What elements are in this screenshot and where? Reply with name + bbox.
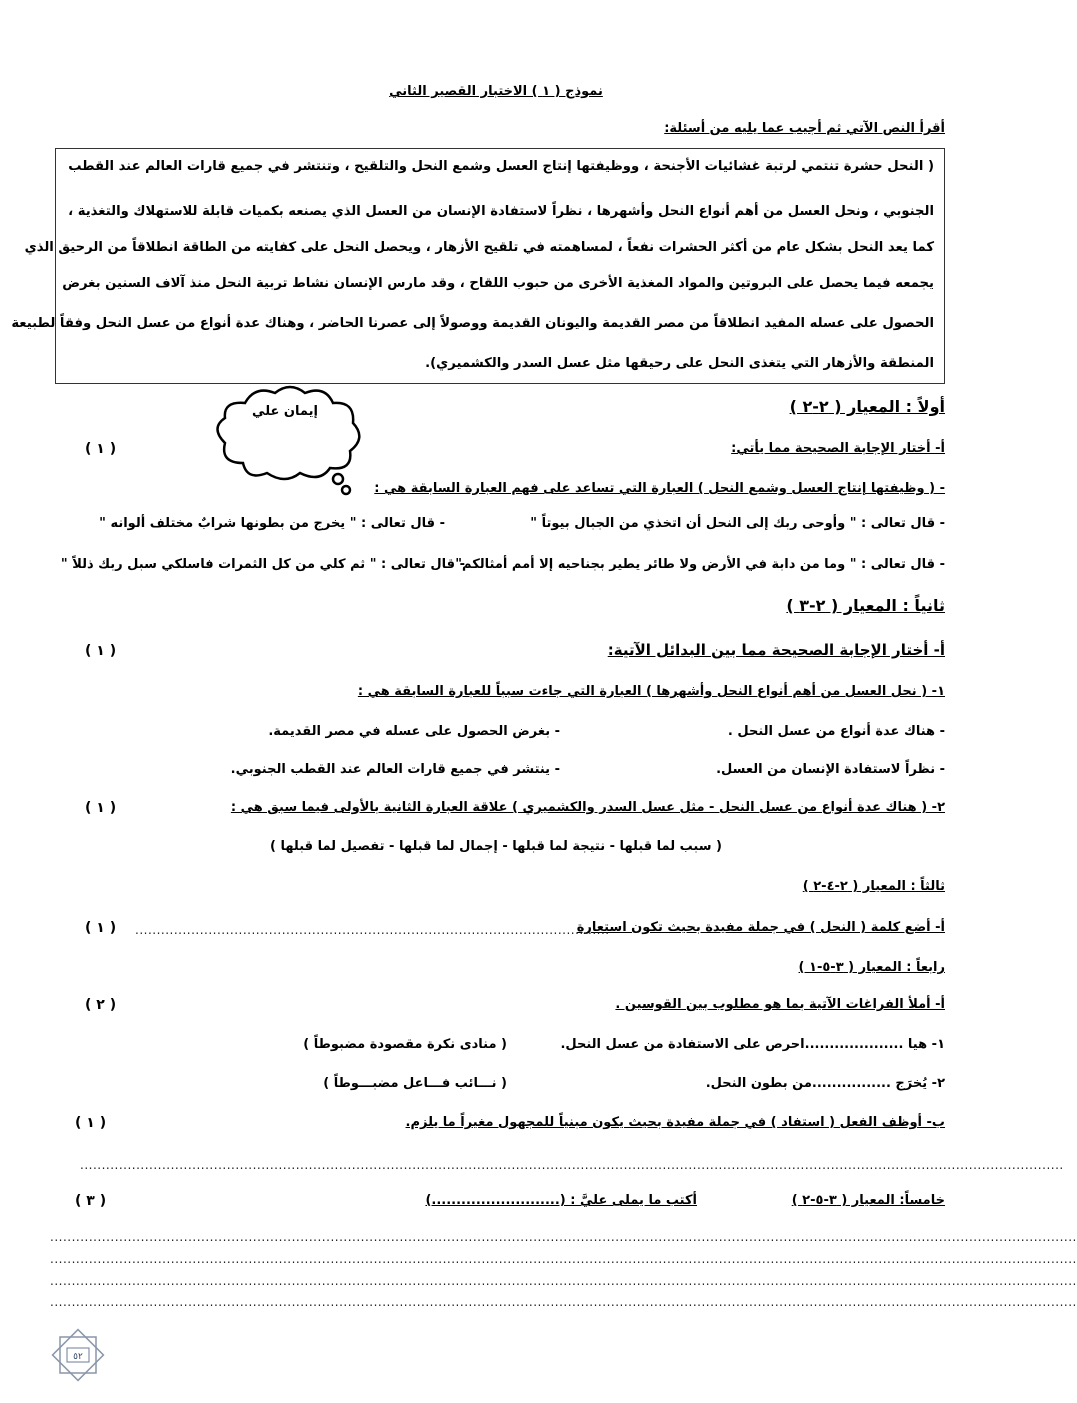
option[interactable]: - قال تعالى : " يخرج من بطونها شرابٌ مختلف ألوانه " bbox=[99, 516, 445, 531]
section2-heading: ثانياً : المعيار ( ٢-٣ ) bbox=[786, 596, 945, 615]
section2-q2-choices: ( سبب لما قبلها - نتيجة لما قبلها - إجمال لما قبلها - تفصيل لما قبلها ) bbox=[269, 839, 722, 854]
option[interactable]: - بغرض الحصول على عسله في مصر القديمة. bbox=[268, 724, 560, 739]
section4-question-b: ب- أوظف الفعل ( استفاد ) في جملة مفيدة بحيث يكون مبنياً للمجهول مغيراً ما يلزم. bbox=[405, 1115, 945, 1130]
answer-line[interactable]: .............................................................................................................................................................................................................................................. bbox=[50, 1274, 1077, 1288]
thought-cloud-icon bbox=[205, 383, 375, 498]
passage-line: المنطقة والأزهار التي يتغذى النحل على رحيقها مثل عسل السدر والكشميري). bbox=[425, 356, 934, 371]
passage-line: ( النحل حشرة تنتمي لرتبة غشائيات الأجنحة ، ووظيفتها إنتاج العسل وشمع النحل والتلقيح ، وتنتشر في جميع قارات العالم عند القطب bbox=[68, 159, 934, 174]
section3-heading: ثالثاً : المعيار ( ٢-٤-٢ ) bbox=[802, 879, 945, 894]
page-number: ٥٢ bbox=[73, 1352, 83, 1362]
section1-question-a: أ- أختار الإجابة الصحيحة مما يأتي: bbox=[731, 441, 945, 456]
passage-line: الحصول على عسله المفيد انطلاقاً من مصر القديمة واليونان القديمة ووصولاً إلى عصرنا الحاضر ، وهناك عدة أنواع من عسل النحل وفقاً لطبيعة bbox=[11, 316, 934, 331]
passage-line: الجنوبي ، ونحل العسل من أهم أنواع النحل وأشهرها ، نظراً لاستفادة الإنسان من العسل الذي يصنعه بكميات قابلة للاستهلاك والتغذية ، bbox=[68, 204, 934, 219]
section5-heading: خامساً: المعيار ( ٣-٥-٢ ) bbox=[791, 1193, 945, 1208]
passage-line: كما يعد النحل بشكل عام من أكثر الحشرات نفعاً ، لمساهمته في تلقيح الأزهار ، ويحصل النحل على كفايته من الطاقة انطلاقاً من الرحيق الذي bbox=[24, 240, 934, 255]
option[interactable]: - نظراً لاستفادة الإنسان من العسل. bbox=[716, 762, 945, 777]
section3-mark: ( ١ ) bbox=[85, 920, 117, 936]
section4-mark-b: ( ١ ) bbox=[75, 1115, 107, 1131]
section1-heading: أولاً : المعيار ( ٢-٢ ) bbox=[789, 397, 945, 416]
option[interactable]: - قال تعالى : " ثم كلي من كل الثمرات فاسلكي سبل ربك ذللاً " bbox=[60, 557, 465, 572]
fill-item[interactable]: ١- هيا ....................احرص على الاستفادة من عسل النحل. bbox=[560, 1037, 945, 1052]
passage-box bbox=[11, 148, 945, 384]
section1-stem: - ( وظيفتها إنتاج العسل وشمع النحل ) العبارة التي تساعد على فهم العبارة السابقة هي : bbox=[374, 481, 945, 496]
section2-question-a: أ- أختار الإجابة الصحيحة مما بين البدائل الآتية: bbox=[607, 641, 945, 659]
section5-mark: ( ٣ ) bbox=[75, 1193, 107, 1209]
option[interactable]: - قال تعالى : " وأوحى ربك إلى النحل أن اتخذي من الجبال بيوتاً " bbox=[530, 516, 945, 531]
answer-line[interactable]: .............................................................................................................. bbox=[135, 923, 610, 937]
section4-question-a: أ- أملأ الفراغات الآتية بما هو مطلوب بين القوسين . bbox=[615, 997, 945, 1012]
page-title: نموذج ( ١ ) الاختبار القصير الثاني bbox=[389, 84, 603, 99]
section3-question-a: أ- أضع كلمة ( النحل ) في جملة مفيدة بحيث تكون استعارة bbox=[576, 920, 945, 935]
answer-line[interactable]: .............................................................................................................................................................................................................................................. bbox=[50, 1230, 1077, 1244]
section4-heading: رابعاً : المعيار ( ٣-٥-١ ) bbox=[798, 960, 945, 975]
instruction: أقرأ النص الآتي ثم أجيب عما يليه من أسئلة: bbox=[664, 121, 945, 136]
answer-line[interactable]: .............................................................................................................................................................................................................................................. bbox=[50, 1295, 1077, 1309]
section4-mark-a: ( ٢ ) bbox=[85, 997, 117, 1013]
passage-line: يجمعه فيما يحصل على البروتين والمواد المغذية الأخرى من حبوب اللقاح ، وقد مارس الإنسان نشاط تربية النحل منذ آلاف السنين بغرض bbox=[62, 276, 934, 291]
answer-line[interactable]: .................................................................................................................................................................................................................................... bbox=[80, 1158, 1064, 1172]
fill-item[interactable]: ٢- يُخرَج ................من بطون النحل. bbox=[705, 1076, 945, 1091]
section2-q1: ١- ( نحل العسل من أهم أنواع النحل وأشهرها ) العبارة التي جاءت سبباً للعبارة السابقة هي : bbox=[357, 684, 945, 699]
section1-mark: ( ١ ) bbox=[85, 441, 117, 457]
section2-mark: ( ١ ) bbox=[85, 643, 117, 659]
fill-item-hint: ( منادى نكرة مقصودة مضبوطاً ) bbox=[303, 1037, 507, 1052]
option[interactable]: - ينتشر في جميع قارات العالم عند القطب الجنوبي. bbox=[230, 762, 560, 777]
section5-task: أكتب ما يملى عليَّ : (..........................) bbox=[425, 1193, 697, 1208]
section2-q2: ٢- ( هناك عدة أنواع من عسل النحل - مثل عسل السدر والكشميري ) علاقة العبارة الثانية بالأولى فيما سبق هي : bbox=[230, 800, 945, 815]
section2-q2-mark: ( ١ ) bbox=[85, 800, 117, 816]
option[interactable]: - هناك عدة أنواع من عسل النحل . bbox=[727, 724, 945, 739]
answer-line[interactable]: .............................................................................................................................................................................................................................................. bbox=[50, 1252, 1077, 1266]
student-name: إيمان علي bbox=[252, 404, 318, 419]
option[interactable]: - قال تعالى : " وما من دابة في الأرض ولا طائر يطير بجناحيه إلا أمم أمثالكم" bbox=[455, 557, 945, 572]
fill-item-hint: ( نـــائب فـــاعل مضبـــوطاً ) bbox=[323, 1076, 507, 1091]
